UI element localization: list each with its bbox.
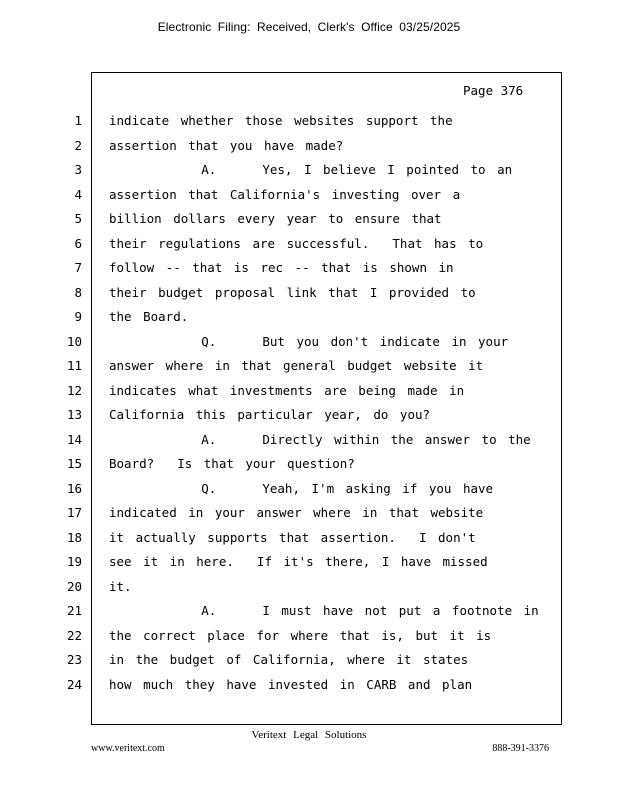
transcript-line xyxy=(0,503,618,523)
line-number: 3 xyxy=(74,162,82,177)
line-number: 12 xyxy=(66,382,82,398)
line-number: 23 xyxy=(66,652,82,667)
line-text: Board? Is that your question? xyxy=(109,456,355,471)
line-number: 8 xyxy=(74,284,82,300)
line-text: it actually supports that assertion. I don't xyxy=(109,529,476,545)
line-number: 10 xyxy=(66,333,82,349)
line-number: 14 xyxy=(66,431,82,447)
line-text: indicated in your answer where in that website xyxy=(109,505,484,520)
line-number: 13 xyxy=(66,407,82,422)
transcript-line xyxy=(0,283,618,303)
transcript-line xyxy=(0,675,618,695)
line-text: the Board. xyxy=(109,309,189,324)
transcript-line xyxy=(0,209,618,229)
transcript-line xyxy=(0,332,618,352)
line-text: assertion that you have made? xyxy=(109,137,344,153)
transcript-line xyxy=(0,454,618,474)
line-text: California this particular year, do you? xyxy=(109,407,431,422)
line-text: A. Yes, I believe I pointed to an xyxy=(109,162,513,177)
line-number: 19 xyxy=(66,554,82,569)
transcript-line xyxy=(0,405,618,425)
filing-stamp-header: Electronic Filing: Received, Clerk's Office 03/25/2025 xyxy=(157,20,461,34)
transcript-line xyxy=(0,430,618,450)
line-text: Q. But you don't indicate in your xyxy=(109,333,509,349)
line-number: 20 xyxy=(66,578,82,594)
line-number: 16 xyxy=(66,480,82,496)
line-text: the correct place for where that is, but it is xyxy=(109,627,492,643)
line-number: 1 xyxy=(74,113,82,128)
footer-phone: 888-391-3376 xyxy=(492,743,549,754)
line-number: 24 xyxy=(66,676,82,692)
transcript-line xyxy=(0,626,618,646)
line-number: 11 xyxy=(66,358,82,373)
transcript-line xyxy=(0,552,618,572)
line-text: in the budget of California, where it states xyxy=(109,652,469,667)
line-number: 5 xyxy=(74,211,82,226)
transcript-line xyxy=(0,601,618,621)
line-number: 4 xyxy=(74,186,82,202)
line-number: 17 xyxy=(66,505,82,520)
transcript-line xyxy=(0,258,618,278)
footer-company-name: Veritext Legal Solutions xyxy=(251,729,367,741)
line-number: 15 xyxy=(66,456,82,471)
line-number: 7 xyxy=(74,260,82,275)
transcript-line xyxy=(0,381,618,401)
line-text: follow -- that is rec -- that is shown in xyxy=(109,260,454,275)
line-text: it. xyxy=(109,578,132,594)
line-text: how much they have invested in CARB and plan xyxy=(109,676,473,692)
line-text: billion dollars every year to ensure that xyxy=(109,211,442,226)
transcript-line xyxy=(0,650,618,670)
line-number: 21 xyxy=(66,603,82,618)
line-text: A. Directly within the answer to the xyxy=(109,431,531,447)
line-text: indicates what investments are being made in xyxy=(109,382,465,398)
line-text: their regulations are successful. That has to xyxy=(109,235,484,251)
line-text: see it in here. If it's there, I have missed xyxy=(109,554,488,569)
line-number: 9 xyxy=(74,309,82,324)
transcript-line xyxy=(0,111,618,131)
transcript-line xyxy=(0,185,618,205)
line-text: their budget proposal link that I provided to xyxy=(109,284,476,300)
line-number: 22 xyxy=(66,627,82,643)
transcript-line xyxy=(0,160,618,180)
line-number: 6 xyxy=(74,235,82,251)
footer-website: www.veritext.com xyxy=(91,743,165,754)
line-text: Q. Yeah, I'm asking if you have xyxy=(109,480,494,496)
line-number: 18 xyxy=(66,529,82,545)
transcript-line xyxy=(0,479,618,499)
transcript-line xyxy=(0,528,618,548)
line-text: assertion that California's investing over a xyxy=(109,186,461,202)
line-text: indicate whether those websites support the xyxy=(109,113,453,128)
line-text: answer where in that general budget website it xyxy=(109,358,484,373)
transcript-line xyxy=(0,356,618,376)
transcript-line xyxy=(0,577,618,597)
page-number: Page 376 xyxy=(463,83,524,98)
transcript-line xyxy=(0,234,618,254)
transcript-line xyxy=(0,307,618,327)
line-number: 2 xyxy=(74,137,82,153)
transcript-line xyxy=(0,136,618,156)
line-text: A. I must have not put a footnote in xyxy=(109,603,539,618)
